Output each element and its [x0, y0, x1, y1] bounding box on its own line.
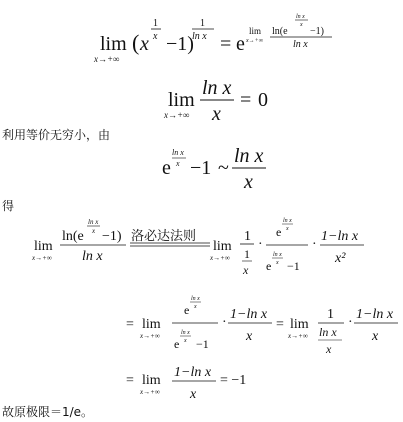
equation-5 [120, 290, 400, 358]
dot-1: · [258, 237, 263, 252]
frac2-den-exp-num: ln x [273, 252, 282, 258]
fracA-den-exp-num: ln x [181, 330, 190, 336]
exp-ln-e: ln(e [272, 26, 288, 37]
exp-den: x [176, 159, 180, 168]
limit-subscript: x→+∞ [32, 254, 52, 262]
limit-subscript-2: x→+∞ [288, 332, 308, 340]
lim-text-2: lim [290, 317, 309, 332]
frac2-den-minus: −1 [287, 259, 300, 273]
dot-2: · [348, 315, 353, 330]
fracA-den-e: e [174, 337, 180, 351]
frac-den: x [244, 171, 253, 193]
fracC-den-den: x [326, 342, 332, 356]
exp-inner-den: x [300, 22, 303, 28]
exp-minus-one: −1) [310, 26, 324, 37]
fracA-den-minus: −1 [196, 337, 209, 351]
fracD-den: x [372, 329, 379, 344]
frac2-exp-num: ln x [283, 218, 292, 224]
equation-6 [120, 360, 270, 406]
lim-text: lim [142, 317, 161, 332]
exp-num-1: 1 [153, 18, 158, 29]
frac-den: x [190, 387, 197, 402]
equation-4 [30, 212, 370, 288]
lim-text: lim [168, 89, 195, 111]
frac-num: ln x [202, 77, 232, 99]
exp-num: ln x [172, 148, 184, 157]
text-conclusion: 故原极限＝1/e。 [2, 405, 94, 419]
limit-subscript: x→+∞ [94, 54, 120, 64]
frac-den: x [212, 103, 221, 125]
e-base: e [236, 33, 245, 55]
equation-2 [160, 74, 280, 126]
dot-1: · [222, 315, 227, 330]
dot-2: · [312, 237, 317, 252]
lim-text: lim [100, 33, 127, 55]
frac2-den-e: e [266, 259, 272, 273]
num-minus-one: −1) [102, 229, 122, 244]
lhopital-label: 洛必达法则 [131, 229, 197, 244]
text-get: 得 [2, 199, 15, 213]
fracA-exp-den: x [194, 304, 197, 310]
frac1-den-den: x [243, 263, 249, 277]
outer-exp-num: 1 [200, 18, 205, 29]
fracD-num: 1−ln x [356, 307, 394, 322]
sim-sign: ~ [218, 157, 229, 179]
minus-one: −1 [190, 157, 212, 179]
fracB-num: 1−ln x [230, 307, 268, 322]
frac-num: 1−ln x [174, 365, 212, 380]
equals-sign: = [126, 317, 134, 332]
frac2-den-exp-den: x [276, 260, 279, 266]
outer-exp-den: ln x [192, 31, 207, 42]
lim-text: lim [142, 373, 161, 388]
fracA-e: e [184, 303, 190, 317]
main-frac-den: ln x [82, 249, 103, 264]
fracC-den-num: ln x [319, 325, 337, 339]
exp-lim: lim [249, 26, 262, 36]
lim-text: lim [34, 239, 53, 254]
fracA-den-exp-den: x [184, 338, 187, 344]
frac3-num: 1−ln x [321, 229, 359, 244]
e-base: e [162, 157, 171, 179]
exp-main-den: ln x [293, 39, 308, 50]
frac-num: ln x [234, 145, 264, 167]
exp-inner-num: ln x [296, 14, 305, 20]
inner-exp-num: ln x [88, 218, 99, 226]
open-paren: ( [132, 30, 140, 55]
fracB-den: x [246, 329, 253, 344]
exp-den-x: x [153, 31, 158, 42]
equals-sign: = [220, 33, 232, 55]
zero: 0 [258, 89, 268, 111]
equation-3 [160, 142, 270, 194]
frac3-den: x² [335, 251, 346, 266]
equals-sign: = [240, 89, 252, 111]
exp-lim-sub: x→+∞ [246, 38, 263, 44]
equation-1 [88, 4, 348, 64]
frac1-num: 1 [244, 229, 251, 244]
fracC-num: 1 [327, 307, 334, 322]
num-ln-e: ln(e [62, 229, 84, 244]
result: = −1 [220, 373, 247, 388]
frac1-den-num: 1 [244, 247, 250, 261]
limit-subscript: x→+∞ [140, 388, 160, 396]
frac2-exp-den: x [286, 226, 289, 232]
limit-subscript: x→+∞ [140, 332, 160, 340]
limit-subscript: x→+∞ [164, 110, 190, 120]
text-use-equivalent: 利用等价无穷小，由 [2, 128, 111, 142]
lim-text-2: lim [213, 239, 232, 254]
limit-subscript-2: x→+∞ [210, 254, 230, 262]
base-x: x [140, 33, 149, 55]
equals-sign: = [126, 373, 134, 388]
fracA-exp-num: ln x [191, 296, 200, 302]
minus-one-close: −1) [166, 33, 194, 55]
inner-exp-den: x [92, 227, 96, 235]
frac2-e: e [276, 225, 282, 239]
equals-sign-2: = [276, 317, 284, 332]
